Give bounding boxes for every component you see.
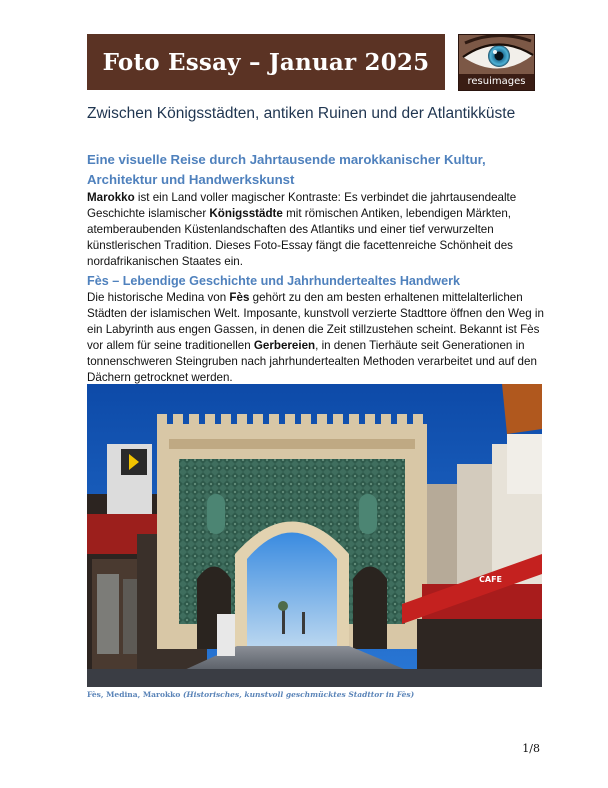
text-run: gehört zu den am besten erhaltenen mittelalterlichen Städten der islamischen Welt. Imposante, kunstvoll verzierte Stadttore öffnen den Weg in ein Labyrinth aus engen Gassen, in denen die Zeit stillzustehen scheint. Bekannt ist Fès vor allem für seine traditionellen [87,291,544,353]
caption-location: Fès, Medina, Marokko [87,690,181,699]
subtitle: Zwischen Königsstädten, antiken Ruinen und der Atlantikküste [87,105,516,122]
intro-paragraph [87,190,547,270]
section-heading-fes: Fès – Lebendige Geschichte und Jahrhundertealtes Handwerk [87,274,461,288]
text-run: mit römischen Antiken, lebendigen Märkten, atemberaubenden Küstenlandschaften des Atlantiks und einer tief verwurzelten künstlerischen Tradition. Dieses Foto-Essay fängt die facettenreiche Schönheit des nordafrikanischen Staates ein. [87,207,513,269]
text-run: Marokko [87,191,135,204]
text-run: Die historische Medina von [87,291,230,304]
text-run: , in denen Tierhäute seit Generationen in tonnenschweren Steingruben nach jahrhundertealten Methoden verarbeitet und auf den Dächern getrocknet werden. [87,339,537,385]
page-number: 1/8 [522,742,540,755]
section-heading-intro: Eine visuelle Reise durch Jahrtausende marokkanischer Kultur, Architektur und Handwerkskunst [87,152,486,187]
resuimages-logo [458,34,535,91]
cafe-sign: CAFE [479,575,502,584]
logo-text: resuimages [467,76,526,87]
text-run: Fès [229,291,250,304]
fes-paragraph [87,290,547,387]
text-run: Gerbereien [253,339,316,353]
text-run: Königsstädte [209,207,283,221]
document-title: Foto Essay – Januar 2025 [102,48,430,76]
fes-gate-photo [87,384,542,687]
photo-caption [87,690,414,699]
text-run: ist ein Land voller magischer Kontraste: Es verbindet die jahrtausendealte Geschichte islamischer [87,191,517,221]
title-banner [87,34,445,90]
caption-description: (Historisches, kunstvoll geschmücktes Stadttor in Fès) [182,690,415,699]
